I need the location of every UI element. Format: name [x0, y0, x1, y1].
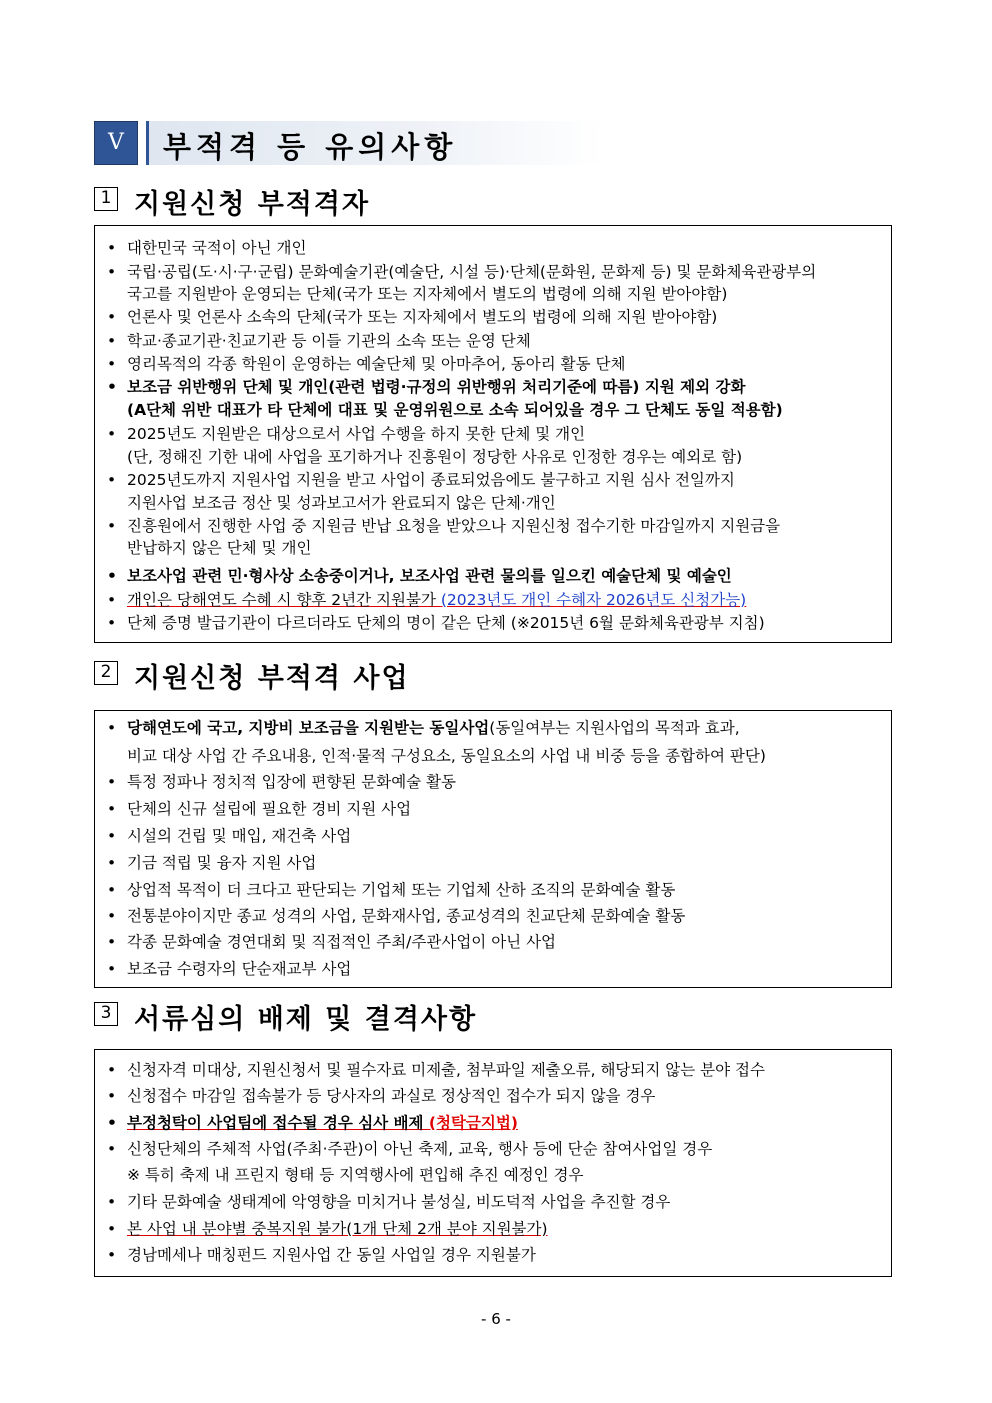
section-title: 지원신청 부적격 사업 — [134, 663, 410, 694]
section-title: 지원신청 부적격자 — [134, 189, 371, 220]
section-number: 2 — [94, 661, 118, 685]
section-title: 서류심의 배제 및 결격사항 — [134, 1004, 478, 1035]
chapter-number: Ⅴ — [94, 121, 138, 165]
chapter-header — [94, 121, 604, 165]
section-3-box: • 신청자격 미대상, 지원신청서 및 필수자료 미제출, 첨부파일 제출오류, 해당되지 않는 분야 접수 • 신청접수 마감일 접속불가 등 당사자의 과실로 정상적인 접수가 되지 않을 경우 • 부정청탁이 사업팀에 접수될 경우 심사 배제 (청탁금지법) • 신청단체의 주체적 사업(주최·주관)이 아닌 축제, 교육, 행사 등에 단순 참여사업일 경우 ※ 특히 축제 내 프린지 형태 등 지역행사에 편입해 추진 예정인 경우 • 기타 문화예술 생태계에 악영향을 미치거나 불성실, 비도덕적 사업을 추진할 경우 • 본 사업 내 분야별 중복지원 불가(1개 단체 2개 분야 지원불가) • 경남메세나 매칭펀드 지원사업 간 동일 사업일 경우 지원불가 — [94, 1049, 892, 1277]
page-number: - 6 - — [481, 1310, 511, 1328]
chapter-title-bar — [146, 121, 604, 165]
section-number: 1 — [94, 187, 118, 211]
section-1-box: • 대한민국 국적이 아닌 개인 • 국립·공립(도·시·구·군립) 문화예술기관(예술단, 시설 등)·단체(문화원, 문화제 등) 및 문화체육관광부의 국고를 지원받아 운영되는 단체(국가 또는 지자체에서 별도의 법령에 의해 지원 받아야함) • 언론사 및 언론사 소속의 단체(국가 또는 지자체에서 별도의 법령에 의해 지원 받아야함) • 학교·종교기관·친교기관 등 이들 기관의 소속 또는 운영 단체 • 영리목적의 각종 학원이 운영하는 예술단체 및 아마추어, 동아리 활동 단체 • 보조금 위반행위 단체 및 개인(관련 법령·규정의 위반행위 처리기준에 따름) 지원 제외 강화 (A단체 위반 대표가 타 단체에 대표 및 운영위원으로 소속 되어있을 경우 그 단체도 동일 적용함) • 2025년도 지원받은 대상으로서 사업 수행을 하지 못한 단체 및 개인 (단, 정해진 기한 내에 사업을 포기하거나 진흥원이 정당한 사유로 인정한 경우는 예외로 함) • 2025년도까지 지원사업 지원을 받고 사업이 종료되었음에도 불구하고 지원 심사 전일까지 지원사업 보조금 정산 및 성과보고서가 완료되지 않은 단체·개인 • 진흥원에서 진행한 사업 중 지원금 반납 요청을 받았으나 지원신청 접수기한 마감일까지 지원금을 반납하지 않은 단체 및 개인 • 보조사업 관련 민·형사상 소송중이거나, 보조사업 관련 물의를 일으킨 예술단체 및 예술인 • 개인은 당해연도 수혜 시 향후 2년간 지원불가 (2023년도 개인 수혜자 2026년도 신청가능) • 단체 증명 발급기관이 다르더라도 단체의 명이 같은 단체 (※2015년 6월 문화체육관광부 지침) — [94, 225, 892, 643]
chapter-title: 부적격 등 유의사항 — [163, 130, 458, 164]
section-2-box: • 당해연도에 국고, 지방비 보조금을 지원받는 동일사업(동일여부는 지원사업의 목적과 효과, 비교 대상 사업 간 주요내용, 인적·물적 구성요소, 동일요소의 사업 내 비중 등을 종합하여 판단) • 특정 정파나 정치적 입장에 편향된 문화예술 활동 • 단체의 신규 설립에 필요한 경비 지원 사업 • 시설의 건립 및 매입, 재건축 사업 • 기금 적립 및 융자 지원 사업 • 상업적 목적이 더 크다고 판단되는 기업체 또는 기업체 산하 조직의 문화예술 활동 • 전통분야이지만 종교 성격의 사업, 문화재사업, 종교성격의 친교단체 문화예술 활동 • 각종 문화예술 경연대회 및 직접적인 주최/주관사업이 아닌 사업 • 보조금 수령자의 단순재교부 사업 — [94, 710, 892, 988]
section-number: 3 — [94, 1002, 118, 1026]
